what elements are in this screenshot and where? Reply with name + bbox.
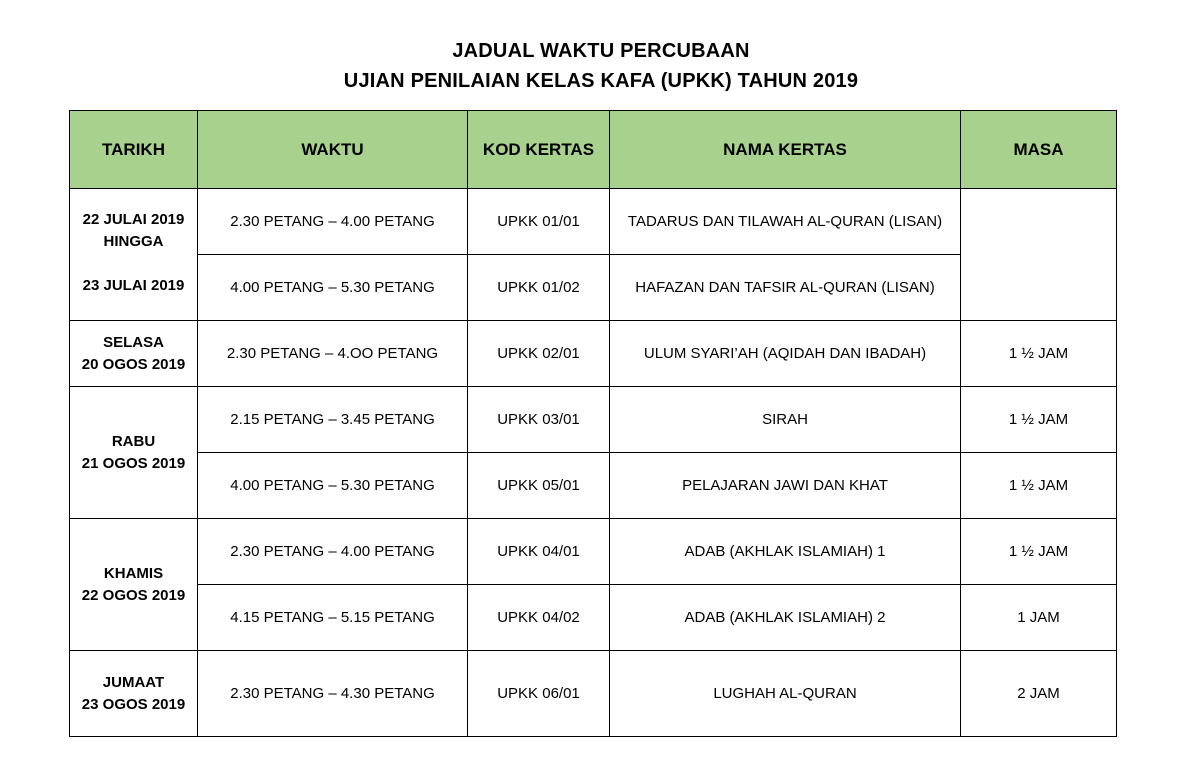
header-waktu: WAKTU <box>198 111 468 189</box>
date-cell <box>70 189 198 321</box>
masa-cell: 1 ½ JAM <box>961 387 1117 453</box>
header-tarikh: TARIKH <box>70 111 198 189</box>
table-row <box>70 453 1117 519</box>
waktu-cell: 4.00 PETANG – 5.30 PETANG <box>198 453 468 519</box>
kod-cell: UPKK 01/01 <box>468 189 610 255</box>
header-kod-kertas: KOD KERTAS <box>468 111 610 189</box>
date-day: SELASA <box>103 333 164 351</box>
date-value: 20 OGOS 2019 <box>81 355 186 373</box>
table-row <box>70 321 1117 387</box>
nama-cell: ULUM SYARI’AH (AQIDAH DAN IBADAH) <box>610 321 961 387</box>
nama-cell: SIRAH <box>610 387 961 453</box>
table-row <box>70 255 1117 321</box>
waktu-cell: 2.30 PETANG – 4.30 PETANG <box>198 651 468 737</box>
nama-cell: LUGHAH AL-QURAN <box>610 651 961 737</box>
title-line-1: JADUAL WAKTU PERCUBAAN <box>452 40 750 62</box>
masa-cell: 2 JAM <box>961 651 1117 737</box>
header-masa: MASA <box>961 111 1117 189</box>
masa-cell: 1 JAM <box>961 585 1117 651</box>
masa-cell: 1 ½ JAM <box>961 453 1117 519</box>
kod-cell: UPKK 03/01 <box>468 387 610 453</box>
date-day: RABU <box>111 432 156 450</box>
nama-cell: ADAB (AKHLAK ISLAMIAH) 2 <box>610 585 961 651</box>
waktu-cell: 2.30 PETANG – 4.OO PETANG <box>198 321 468 387</box>
timetable <box>69 110 1117 737</box>
waktu-cell: 4.15 PETANG – 5.15 PETANG <box>198 585 468 651</box>
nama-cell: TADARUS DAN TILAWAH AL-QURAN (LISAN) <box>610 189 961 255</box>
masa-cell: 1 ½ JAM <box>961 321 1117 387</box>
kod-cell: UPKK 04/01 <box>468 519 610 585</box>
masa-cell <box>961 189 1117 321</box>
title-line-2: UJIAN PENILAIAN KELAS KAFA (UPKK) TAHUN 2019 <box>343 70 859 92</box>
date-cell <box>70 651 198 737</box>
nama-cell: ADAB (AKHLAK ISLAMIAH) 1 <box>610 519 961 585</box>
date-value: 22 OGOS 2019 <box>81 586 186 604</box>
nama-cell: HAFAZAN DAN TAFSIR AL-QURAN (LISAN) <box>610 255 961 321</box>
date-end: 23 JULAI 2019 <box>82 276 185 294</box>
nama-cell: PELAJARAN JAWI DAN KHAT <box>610 453 961 519</box>
date-day: KHAMIS <box>103 564 164 582</box>
header-nama-kertas: NAMA KERTAS <box>610 111 961 189</box>
date-value: 21 OGOS 2019 <box>81 454 186 472</box>
table-row <box>70 387 1117 453</box>
table-row <box>70 519 1117 585</box>
kod-cell: UPKK 05/01 <box>468 453 610 519</box>
waktu-cell: 4.00 PETANG – 5.30 PETANG <box>198 255 468 321</box>
date-cell <box>70 387 198 519</box>
table-row <box>70 189 1117 255</box>
kod-cell: UPKK 01/02 <box>468 255 610 321</box>
date-cell <box>70 519 198 651</box>
table-row <box>70 585 1117 651</box>
date-value: 23 OGOS 2019 <box>81 695 186 713</box>
waktu-cell: 2.30 PETANG – 4.00 PETANG <box>198 519 468 585</box>
kod-cell: UPKK 06/01 <box>468 651 610 737</box>
date-start: 22 JULAI 2019 HINGGA <box>82 210 185 250</box>
kod-cell: UPKK 04/02 <box>468 585 610 651</box>
kod-cell: UPKK 02/01 <box>468 321 610 387</box>
masa-cell: 1 ½ JAM <box>961 519 1117 585</box>
date-day: JUMAAT <box>102 673 165 691</box>
waktu-cell: 2.30 PETANG – 4.00 PETANG <box>198 189 468 255</box>
table-row <box>70 651 1117 737</box>
waktu-cell: 2.15 PETANG – 3.45 PETANG <box>198 387 468 453</box>
date-cell <box>70 321 198 387</box>
